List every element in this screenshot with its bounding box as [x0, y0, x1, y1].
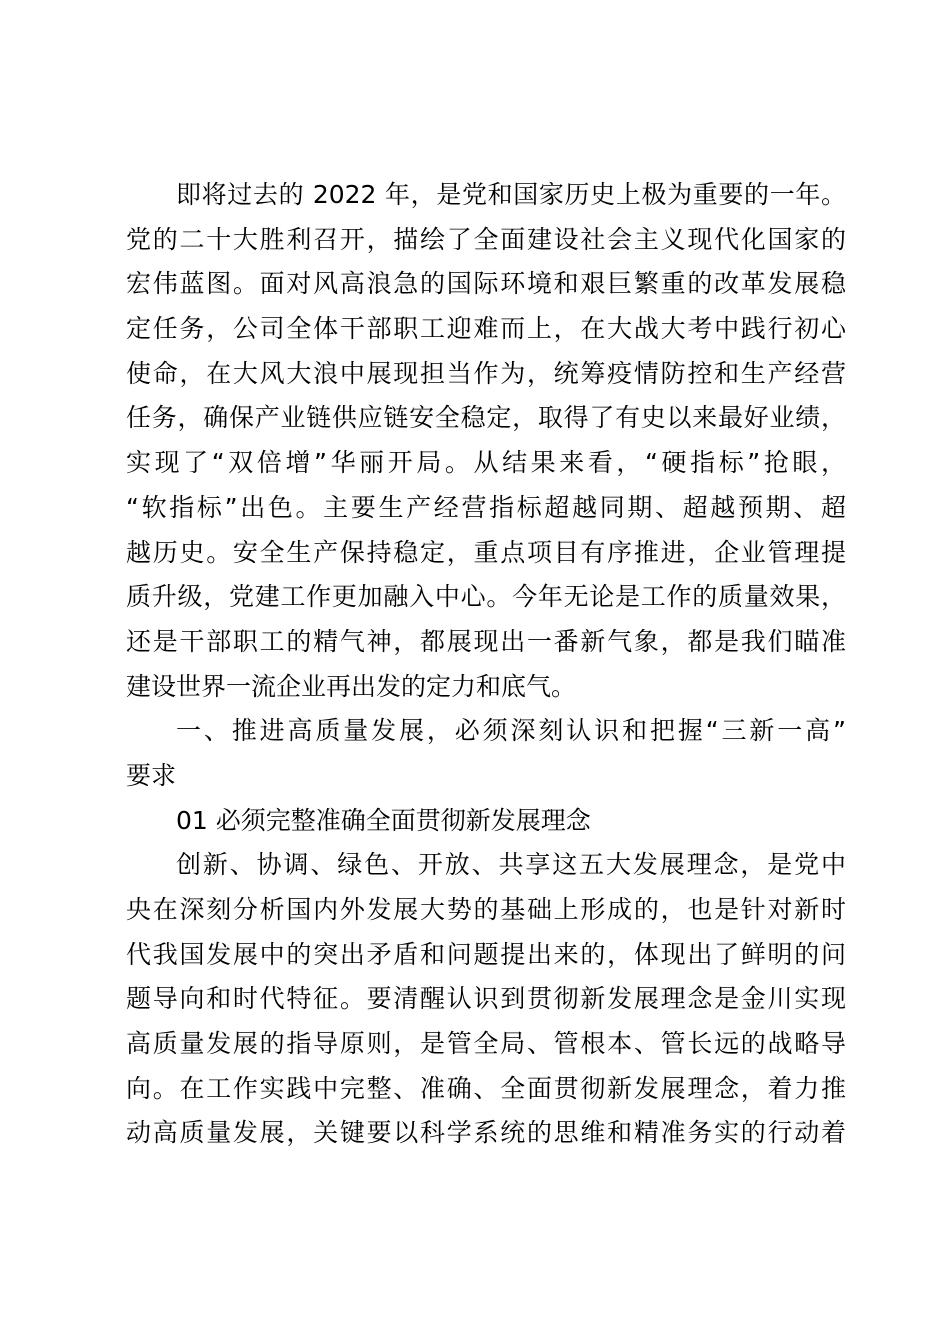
paragraph-1-line-1: 即将过去的 2022 年，是党和国家历史上极为重要的一年。	[176, 180, 846, 209]
paragraph-1-line-11: 还是干部职工的精气神，都展现出一番新气象，都是我们瞄准	[126, 626, 846, 656]
paragraph-2-line-7: 动高质量发展，关键要以科学系统的思维和精准务实的行动着	[126, 1118, 846, 1148]
paragraph-2-line-4: 题导向和时代特征。要清醒认识到贯彻新发展理念是金川实现	[126, 984, 846, 1014]
section-heading-line-2: 要求	[126, 760, 177, 790]
paragraph-2-line-3: 代我国发展中的突出矛盾和问题提出来的，体现出了鲜明的问	[126, 939, 846, 969]
paragraph-2-line-2: 央在深刻分析国内外发展大势的基础上形成的，也是针对新时	[126, 895, 846, 924]
paragraph-1-line-6: 任务，确保产业链供应链安全稳定，取得了有史以来最好业绩，	[126, 403, 846, 433]
paragraph-1-line-7: 实现了“双倍增”华丽开局。从结果来看，“硬指标”抢眼，	[126, 448, 846, 478]
paragraph-1-line-8: “软指标”出色。主要生产经营指标超越同期、超越预期、超	[126, 492, 846, 522]
document-body	[126, 173, 846, 1156]
paragraph-1-line-3: 宏伟蓝图。面对风高浪急的国际环境和艰巨繁重的改革发展稳	[126, 269, 846, 299]
paragraph-1-line-9: 越历史。安全生产保持稳定，重点项目有序推进，企业管理提	[126, 537, 846, 567]
section-heading-line-1: 一、推进高质量发展，必须深刻认识和把握“三新一高”	[176, 716, 846, 746]
paragraph-1-line-12: 建设世界一流企业再出发的定力和底气。	[126, 671, 577, 701]
paragraph-2-line-1: 创新、协调、绿色、开放、共享这五大发展理念，是党中	[176, 850, 846, 880]
paragraph-1-line-5: 使命，在大风大浪中展现担当作为，统筹疫情防控和生产经营	[126, 358, 846, 388]
paragraph-2-line-6: 向。在工作实践中完整、准确、全面贯彻新发展理念，着力推	[126, 1073, 846, 1103]
paragraph-2-line-5: 高质量发展的指导原则，是管全局、管根本、管长远的战略导	[126, 1029, 846, 1059]
subsection-heading: 01 必须完整准确全面贯彻新发展理念	[176, 805, 591, 835]
paragraph-1-line-10: 质升级，党建工作更加融入中心。今年无论是工作的质量效果，	[126, 582, 846, 612]
paragraph-1-line-4: 定任务，公司全体干部职工迎难而上，在大战大考中践行初心	[126, 314, 846, 344]
paragraph-1-line-2: 党的二十大胜利召开，描绘了全面建设社会主义现代化国家的	[126, 224, 846, 254]
